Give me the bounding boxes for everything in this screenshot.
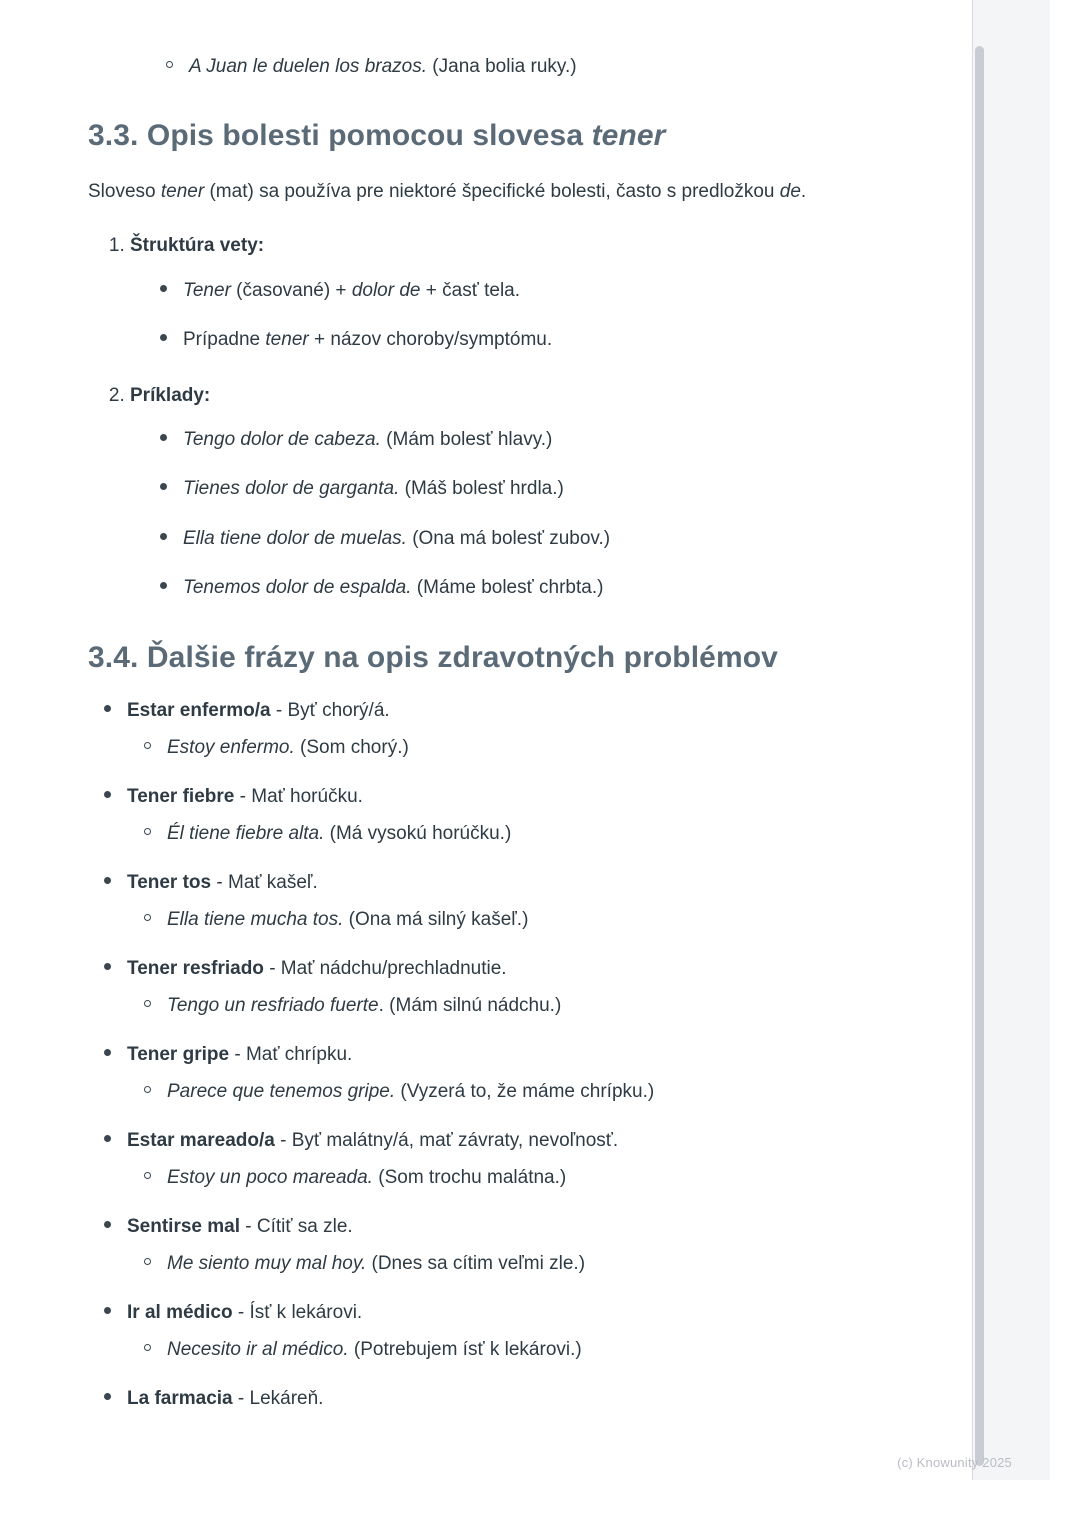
- phrase-example: [104, 734, 828, 763]
- phrase-text: [127, 1385, 323, 1414]
- hollow-bullet-icon: [144, 1258, 151, 1265]
- phrase-definition: - Mať chrípku.: [229, 1043, 353, 1065]
- phrase-example: [104, 1250, 828, 1279]
- sub-list-item-text: [183, 524, 610, 553]
- slovak-translation: (Máš bolesť hrdla.): [399, 478, 564, 500]
- list-item-text: [189, 52, 577, 81]
- slovak-translation: (Vyzerá to, že máme chrípku.): [395, 1081, 655, 1103]
- phrase-example: [104, 1336, 828, 1365]
- sub-list-item: [160, 276, 828, 305]
- slovak-translation: (Som chorý.): [294, 737, 409, 759]
- example-text: [167, 820, 511, 849]
- slovak-translation: (Má vysokú horúčku.): [324, 823, 512, 845]
- spanish-phrase: Tenemos dolor de espalda.: [183, 577, 412, 599]
- solid-bullet-icon: [104, 791, 111, 798]
- sub-list-item: [160, 425, 828, 454]
- phrase-example: [104, 906, 828, 935]
- phrase-main: [104, 783, 828, 812]
- plain-text: Prípadne: [183, 329, 266, 351]
- sub-list-item: [160, 474, 828, 503]
- phrase-main: [104, 1127, 828, 1156]
- list-item: [104, 1385, 828, 1414]
- hollow-bullet-icon: [144, 914, 151, 921]
- phrase-text: [127, 783, 363, 812]
- plain-text-2: + časť tela.: [420, 279, 521, 301]
- italic-term-2: dolor de: [351, 279, 421, 301]
- slovak-translation: (Som trochu malátna.): [372, 1167, 567, 1189]
- phrase-term: Estar mareado/a: [127, 1129, 275, 1151]
- phrase-example: [104, 1164, 828, 1193]
- hollow-bullet-icon: [144, 1172, 151, 1179]
- phrase-text: [127, 869, 318, 898]
- hollow-bullet-icon: [144, 1000, 151, 1007]
- phrase-text: [127, 955, 507, 984]
- phrase-term: Tener resfriado: [127, 957, 264, 979]
- solid-bullet-icon: [104, 1393, 111, 1400]
- solid-bullet-icon: [104, 877, 111, 884]
- phrase-main: [104, 1299, 828, 1328]
- sub-list-item: [160, 325, 828, 354]
- spanish-phrase: Parece que tenemos gripe.: [167, 1081, 396, 1103]
- slovak-translation: (Dnes sa cítim veľmi zle.): [366, 1253, 586, 1275]
- slovak-translation: . (Mám silnú nádchu.): [378, 995, 562, 1017]
- spanish-phrase: Estoy enfermo.: [167, 737, 295, 759]
- solid-bullet-icon: [160, 434, 167, 441]
- list-item: [104, 1127, 828, 1193]
- slovak-translation: (Mám bolesť hlavy.): [380, 428, 553, 450]
- slovak-translation: (Ona má bolesť zubov.): [406, 527, 611, 549]
- hollow-bullet-icon: [166, 61, 173, 68]
- paragraph-italic-1: tener: [160, 181, 205, 203]
- spanish-phrase: A Juan le duelen los brazos.: [189, 56, 428, 77]
- italic-term-2: tener: [265, 329, 309, 351]
- list-item: [104, 1299, 828, 1365]
- phrase-example: [104, 820, 828, 849]
- phrase-term: La farmacia: [127, 1387, 233, 1409]
- sub-list-item-text: [183, 474, 564, 503]
- phrase-text: [127, 1299, 362, 1328]
- section-title: Opis bolesti pomocou slovesa: [146, 119, 584, 153]
- list-item: [104, 869, 828, 935]
- section-number: 3.3.: [88, 119, 139, 153]
- phrase-term: Tener gripe: [127, 1043, 230, 1065]
- spanish-phrase: Tengo un resfriado fuerte: [167, 995, 379, 1017]
- paragraph-part-3: .: [800, 181, 807, 203]
- phrase-text: [127, 1041, 352, 1070]
- solid-bullet-icon: [160, 483, 167, 490]
- spanish-phrase: Ella tiene mucha tos.: [167, 909, 344, 931]
- slovak-translation: (Máme bolesť chrbta.): [411, 577, 604, 599]
- spanish-phrase: Ella tiene dolor de muelas.: [183, 527, 407, 549]
- numbered-list-item: [130, 231, 828, 354]
- sub-list: [130, 276, 828, 355]
- list-item: [104, 1041, 828, 1107]
- hollow-bullet-icon: [144, 742, 151, 749]
- example-text: [167, 1164, 566, 1193]
- phrase-text: [127, 697, 390, 726]
- phrase-main: [104, 1385, 828, 1414]
- phrase-list: [88, 697, 828, 1414]
- spanish-phrase: Tengo dolor de cabeza.: [183, 428, 381, 450]
- example-text: [167, 992, 561, 1021]
- slovak-translation: (Jana bolia ruky.): [432, 56, 577, 77]
- phrase-term: Tener tos: [127, 871, 212, 893]
- example-text: [167, 1336, 582, 1365]
- phrase-term: Ir al médico: [127, 1301, 233, 1323]
- list-item: [104, 783, 828, 849]
- paragraph-part-2: (mat) sa používa pre niektoré špecifické bolesti, často s predložkou: [204, 181, 780, 203]
- section-number: 3.4.: [88, 640, 139, 674]
- list-item: [88, 0, 828, 81]
- spanish-phrase: Estoy un poco mareada.: [167, 1167, 373, 1189]
- numbered-list-item: [130, 381, 828, 603]
- phrase-term: Estar enfermo/a: [127, 699, 271, 721]
- spanish-phrase: Necesito ir al médico.: [167, 1339, 349, 1361]
- sub-list-item-text: [183, 325, 552, 354]
- hollow-bullet-icon: [144, 1344, 151, 1351]
- section-title-italic: tener: [591, 119, 666, 153]
- phrase-definition: - Lekáreň.: [232, 1387, 324, 1409]
- list-heading: Príklady:: [130, 384, 211, 406]
- spanish-phrase: Tienes dolor de garganta.: [183, 478, 400, 500]
- example-text: [167, 1250, 585, 1279]
- section-heading-3-4: [88, 641, 828, 675]
- list-item: [104, 697, 828, 763]
- phrase-example: [104, 1078, 828, 1107]
- structured-list: [88, 231, 828, 602]
- spanish-phrase: Me siento muy mal hoy.: [167, 1253, 367, 1275]
- solid-bullet-icon: [104, 963, 111, 970]
- solid-bullet-icon: [160, 285, 167, 292]
- sub-list-item-text: [183, 425, 552, 454]
- document-content: [88, 0, 828, 1433]
- example-text: [167, 1078, 654, 1107]
- phrase-main: [104, 955, 828, 984]
- phrase-definition: - Mať kašeľ.: [211, 871, 318, 893]
- example-text: [167, 734, 409, 763]
- phrase-term: Tener fiebre: [127, 785, 235, 807]
- solid-bullet-icon: [160, 582, 167, 589]
- phrase-main: [104, 1041, 828, 1070]
- scroll-area: [972, 0, 1080, 1528]
- paragraph-part-1: Sloveso: [88, 181, 161, 203]
- solid-bullet-icon: [160, 533, 167, 540]
- phrase-definition: - Ísť k lekárovi.: [232, 1301, 363, 1323]
- phrase-text: [127, 1213, 353, 1242]
- sub-list-item: [160, 524, 828, 553]
- plain-text-2: + názov choroby/symptómu.: [308, 329, 553, 351]
- list-item: [104, 1213, 828, 1279]
- hollow-bullet-icon: [144, 1086, 151, 1093]
- plain-text: (časované) +: [230, 279, 352, 301]
- section-title: Ďalšie frázy na opis zdravotných problémov: [146, 640, 778, 674]
- phrase-term: Sentirse mal: [127, 1215, 240, 1237]
- paragraph-italic-2: de: [779, 181, 801, 203]
- phrase-main: [104, 697, 828, 726]
- phrase-main: [104, 869, 828, 898]
- phrase-definition: - Mať horúčku.: [234, 785, 363, 807]
- solid-bullet-icon: [160, 334, 167, 341]
- phrase-text: [127, 1127, 618, 1156]
- sub-list: [130, 425, 828, 603]
- solid-bullet-icon: [104, 705, 111, 712]
- slovak-translation: (Potrebujem ísť k lekárovi.): [348, 1339, 582, 1361]
- sub-list-item: [160, 573, 828, 602]
- hollow-bullet-icon: [144, 828, 151, 835]
- solid-bullet-icon: [104, 1307, 111, 1314]
- phrase-main: [104, 1213, 828, 1242]
- phrase-definition: - Mať nádchu/prechladnutie.: [263, 957, 507, 979]
- solid-bullet-icon: [104, 1135, 111, 1142]
- solid-bullet-icon: [104, 1049, 111, 1056]
- sub-list-item-text: [183, 276, 520, 305]
- section-heading-3-3: [88, 119, 828, 153]
- list-item: [104, 955, 828, 1021]
- sub-list-item-text: [183, 573, 603, 602]
- spanish-phrase: Él tiene fiebre alta.: [167, 823, 325, 845]
- solid-bullet-icon: [104, 1221, 111, 1228]
- list-heading: Štruktúra vety:: [130, 235, 265, 257]
- phrase-example: [104, 992, 828, 1021]
- watermark: (c) Knowunity 2025: [897, 1455, 1012, 1470]
- section-3-3-paragraph: [88, 175, 828, 209]
- italic-term: Tener: [183, 279, 231, 301]
- phrase-definition: - Byť chorý/á.: [270, 699, 390, 721]
- scrollbar-thumb[interactable]: [975, 46, 984, 1466]
- slovak-translation: (Ona má silný kašeľ.): [343, 909, 529, 931]
- phrase-definition: - Cítiť sa zle.: [240, 1215, 353, 1237]
- example-text: [167, 906, 528, 935]
- phrase-definition: - Byť malátny/á, mať závraty, nevoľnosť.: [274, 1129, 619, 1151]
